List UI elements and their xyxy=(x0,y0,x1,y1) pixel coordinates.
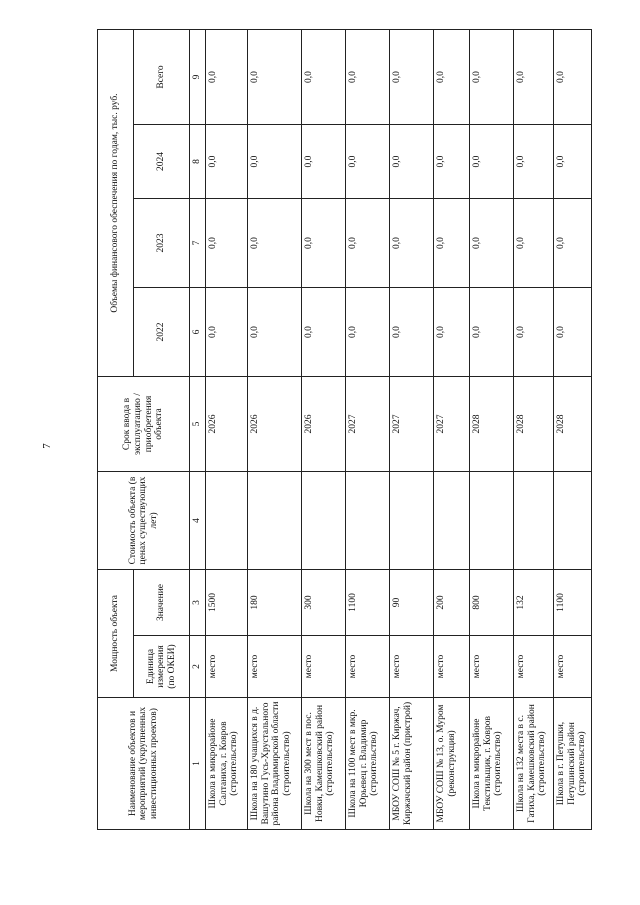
unit-cell: место xyxy=(514,636,554,698)
funding-2022: 0,0 xyxy=(470,288,514,377)
funding-2024: 0,0 xyxy=(248,125,302,199)
column-number: 3 xyxy=(190,570,206,636)
funding-2022: 0,0 xyxy=(390,288,434,377)
capacity-value: 800 xyxy=(470,570,514,636)
object-name: Школа на 132 места в с. Гатиха, Камешковский район (строительство) xyxy=(514,698,554,830)
funding-2024: 0,0 xyxy=(514,125,554,199)
cost-cell xyxy=(346,472,390,570)
funding-2023: 0,0 xyxy=(390,199,434,288)
header-name: Наименование объектов и мероприятий (укрупненных инвестиционных проектов) xyxy=(98,698,190,830)
object-name: Школа на 300 мест в пос. Новки, Камешковский район (строительство) xyxy=(302,698,346,830)
column-number: 2 xyxy=(190,636,206,698)
page-number: 7 xyxy=(40,443,53,449)
cost-cell xyxy=(514,472,554,570)
object-name: Школа на 180 учащихся в д. Вашутино Гусь-Хрустального района Владимирской области (строительство) xyxy=(248,698,302,830)
funding-2022: 0,0 xyxy=(554,288,592,377)
funding-2024: 0,0 xyxy=(390,125,434,199)
column-number: 4 xyxy=(190,472,206,570)
capacity-value: 132 xyxy=(514,570,554,636)
table-container xyxy=(97,30,588,830)
funding-2022: 0,0 xyxy=(206,288,248,377)
capacity-value: 300 xyxy=(302,570,346,636)
funding-2022: 0,0 xyxy=(434,288,470,377)
column-number: 8 xyxy=(190,125,206,199)
funding-2022: 0,0 xyxy=(302,288,346,377)
unit-cell: место xyxy=(248,636,302,698)
commission-year: 2026 xyxy=(302,377,346,472)
unit-cell: место xyxy=(434,636,470,698)
funding-total: 0,0 xyxy=(206,30,248,125)
cost-cell xyxy=(554,472,592,570)
funding-2023: 0,0 xyxy=(248,199,302,288)
commission-year: 2028 xyxy=(514,377,554,472)
table-row xyxy=(434,30,470,830)
column-number: 6 xyxy=(190,288,206,377)
funding-total: 0,0 xyxy=(514,30,554,125)
funding-2023: 0,0 xyxy=(554,199,592,288)
commission-year: 2026 xyxy=(206,377,248,472)
funding-2023: 0,0 xyxy=(470,199,514,288)
object-name: МБОУ СОШ № 5 г. Киржач, Киржачский район (пристрой) xyxy=(390,698,434,830)
funding-2023: 0,0 xyxy=(346,199,390,288)
unit-cell: место xyxy=(470,636,514,698)
investment-objects-table xyxy=(97,29,592,830)
capacity-value: 90 xyxy=(390,570,434,636)
cost-cell xyxy=(470,472,514,570)
header-commission: Срок ввода в эксплуатацию / приобретения объекта xyxy=(98,377,190,472)
object-name: Школа в микрорайоне Салтаниха, г. Ковров (строительство) xyxy=(206,698,248,830)
unit-cell: место xyxy=(554,636,592,698)
cost-cell xyxy=(248,472,302,570)
column-number: 9 xyxy=(190,30,206,125)
column-number: 1 xyxy=(190,698,206,830)
object-name: МБОУ СОШ № 13, о. Муром (реконструкция) xyxy=(434,698,470,830)
funding-2024: 0,0 xyxy=(470,125,514,199)
funding-2024: 0,0 xyxy=(302,125,346,199)
funding-2024: 0,0 xyxy=(554,125,592,199)
table-row xyxy=(206,30,248,830)
funding-2023: 0,0 xyxy=(206,199,248,288)
table-row xyxy=(390,30,434,830)
funding-total: 0,0 xyxy=(302,30,346,125)
commission-year: 2028 xyxy=(554,377,592,472)
funding-2022: 0,0 xyxy=(514,288,554,377)
commission-year: 2026 xyxy=(248,377,302,472)
capacity-value: 200 xyxy=(434,570,470,636)
header-2024: 2024 xyxy=(134,125,190,199)
funding-total: 0,0 xyxy=(390,30,434,125)
table-row xyxy=(470,30,514,830)
unit-cell: место xyxy=(206,636,248,698)
header-value: Значение xyxy=(134,570,190,636)
funding-2023: 0,0 xyxy=(514,199,554,288)
table-row xyxy=(346,30,390,830)
funding-total: 0,0 xyxy=(554,30,592,125)
funding-2022: 0,0 xyxy=(346,288,390,377)
unit-cell: место xyxy=(302,636,346,698)
funding-2024: 0,0 xyxy=(206,125,248,199)
table-row xyxy=(302,30,346,830)
column-number: 7 xyxy=(190,199,206,288)
header-cost: Стоимость объекта (в ценах существующих лет) xyxy=(98,472,190,570)
header-capacity: Мощность объекта xyxy=(98,570,134,698)
table-row xyxy=(248,30,302,830)
cost-cell xyxy=(302,472,346,570)
commission-year: 2027 xyxy=(434,377,470,472)
object-name: Школа в микрорайоне Текстильщик, г. Ковров (строительство) xyxy=(470,698,514,830)
rotated-table-layer xyxy=(97,30,588,830)
funding-2023: 0,0 xyxy=(302,199,346,288)
header-2022: 2022 xyxy=(134,288,190,377)
commission-year: 2027 xyxy=(346,377,390,472)
unit-cell: место xyxy=(390,636,434,698)
table-row xyxy=(554,30,592,830)
commission-year: 2028 xyxy=(470,377,514,472)
header-2023: 2023 xyxy=(134,199,190,288)
cost-cell xyxy=(434,472,470,570)
funding-2024: 0,0 xyxy=(346,125,390,199)
cost-cell xyxy=(206,472,248,570)
capacity-value: 1100 xyxy=(554,570,592,636)
funding-total: 0,0 xyxy=(434,30,470,125)
commission-year: 2027 xyxy=(390,377,434,472)
funding-2022: 0,0 xyxy=(248,288,302,377)
header-unit: Единица измерения (по ОКЕИ) xyxy=(134,636,190,698)
funding-total: 0,0 xyxy=(346,30,390,125)
funding-total: 0,0 xyxy=(470,30,514,125)
header-total: Всего xyxy=(134,30,190,125)
cost-cell xyxy=(390,472,434,570)
header-funding: Объемы финансового обеспечения по годам, тыс. руб. xyxy=(98,30,134,377)
funding-total: 0,0 xyxy=(248,30,302,125)
capacity-value: 1100 xyxy=(346,570,390,636)
object-name: Школа на 1100 мест в мкр. Юрьевец г. Владимир (строительство) xyxy=(346,698,390,830)
capacity-value: 1500 xyxy=(206,570,248,636)
funding-2023: 0,0 xyxy=(434,199,470,288)
funding-2024: 0,0 xyxy=(434,125,470,199)
column-number: 5 xyxy=(190,377,206,472)
unit-cell: место xyxy=(346,636,390,698)
table-row xyxy=(514,30,554,830)
capacity-value: 180 xyxy=(248,570,302,636)
object-name: Школа в г. Петушки, Петушинский район (строительство) xyxy=(554,698,592,830)
column-number-row xyxy=(190,30,206,830)
